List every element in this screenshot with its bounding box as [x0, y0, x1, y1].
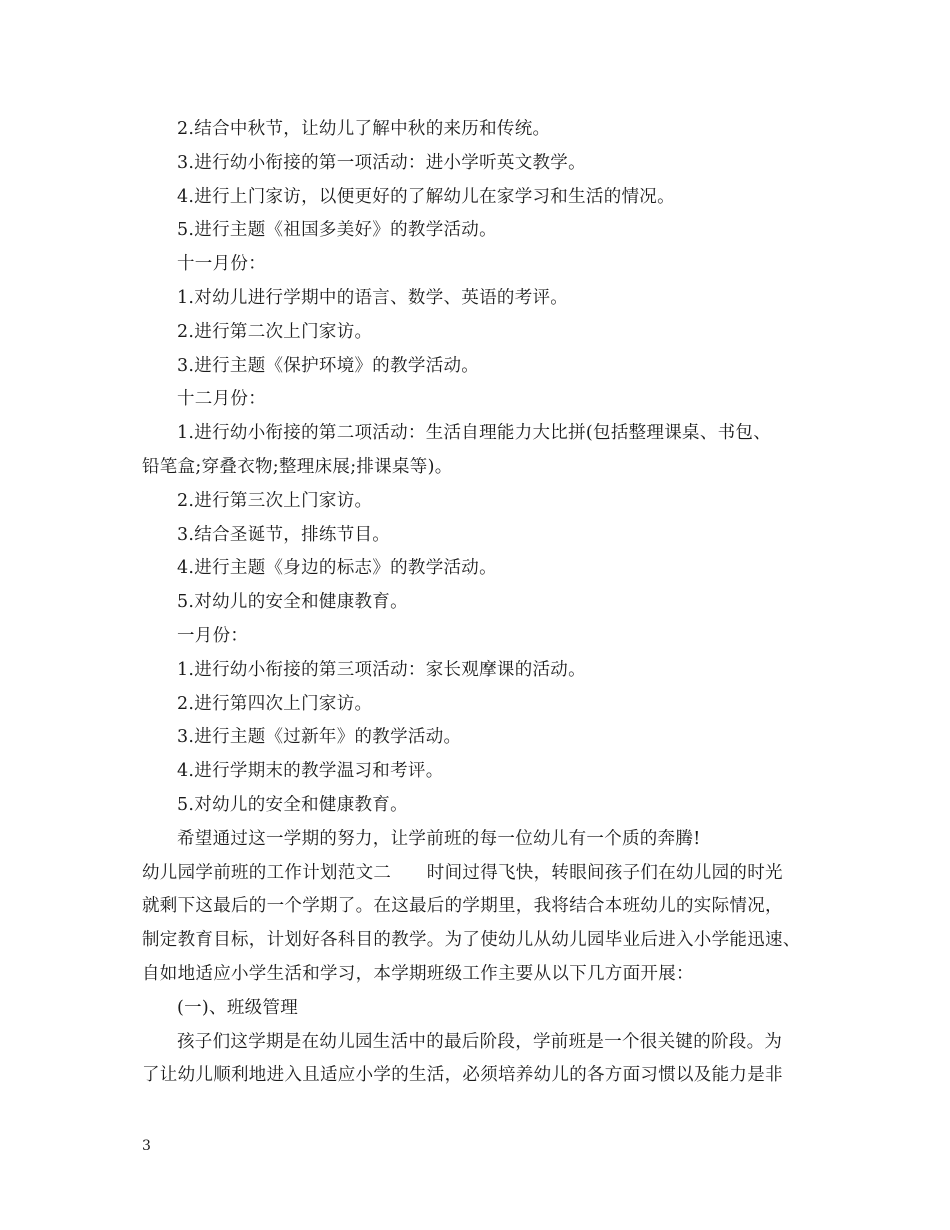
text-line: 2.进行第三次上门家访。: [177, 490, 373, 511]
text-line: (一)、班级管理: [177, 997, 299, 1018]
text-line: 4.进行主题《身边的标志》的教学活动。: [177, 558, 497, 579]
text-line: 十一月份：: [177, 254, 266, 275]
text-line: 2.结合中秋节，让幼儿了解中秋的来历和传统。: [177, 119, 551, 139]
text-line: 1.进行幼小衔接的第二项活动：生活自理能力大比拼(包括整理课桌、书包、: [177, 423, 772, 444]
text-line: 了让幼儿顺利地进入且适应小学的生活，必须培养幼儿的各方面习惯以及能力是非: [142, 1065, 783, 1086]
text-line: 就剩下这最后的一个学期了。在这最后的学期里，我将结合本班幼儿的实际情况，: [142, 896, 783, 917]
text-line: 幼儿园学前班的工作计划范文二 时间过得飞快，转眼间孩子们在幼儿园的时光: [142, 862, 783, 883]
document-body: [142, 113, 822, 1093]
text-line: 2.进行第二次上门家访。: [177, 321, 373, 342]
text-line: 3.结合圣诞节，排练节目。: [177, 524, 391, 545]
text-line: 1.进行幼小衔接的第三项活动：家长观摩课的活动。: [177, 659, 586, 680]
text-line: 希望通过这一学期的努力，让学前班的每一位幼儿有一个质的奔腾!: [177, 828, 701, 849]
text-line: 3.进行主题《过新年》的教学活动。: [177, 727, 462, 748]
text-line: 一月份：: [177, 625, 249, 646]
text-line: 孩子们这学期是在幼儿园生活中的最后阶段，学前班是一个很关键的阶段。为: [177, 1031, 783, 1052]
text-line: 5.对幼儿的安全和健康教育。: [177, 592, 408, 613]
text-line: 5.进行主题《祖国多美好》的教学活动。: [177, 220, 497, 241]
text-line: 3.进行主题《保护环境》的教学活动。: [177, 355, 480, 376]
page-number: 3: [142, 1138, 151, 1154]
text-line: 4.进行学期末的教学温习和考评。: [177, 761, 444, 782]
text-line: 十二月份：: [177, 389, 266, 410]
text-line: 1.对幼儿进行学期中的语言、数学、英语的考评。: [177, 287, 569, 308]
text-line: 4.进行上门家访，以便更好的了解幼儿在家学习和生活的情况。: [177, 186, 675, 207]
text-line: 2.进行第四次上门家访。: [177, 693, 373, 714]
text-line: 自如地适应小学生活和学习，本学期班级工作主要从以下几方面开展：: [142, 963, 694, 984]
text-line: 铅笔盒;穿叠衣物;整理床展;排课桌等)。: [142, 456, 453, 477]
text-line: 制定教育目标，计划好各科目的教学。为了使幼儿从幼儿园毕业后进入小学能迅速、: [142, 930, 801, 951]
text-line: 3.进行幼小衔接的第一项活动：进小学听英文教学。: [177, 152, 586, 173]
text-line: 5.对幼儿的安全和健康教育。: [177, 794, 408, 815]
